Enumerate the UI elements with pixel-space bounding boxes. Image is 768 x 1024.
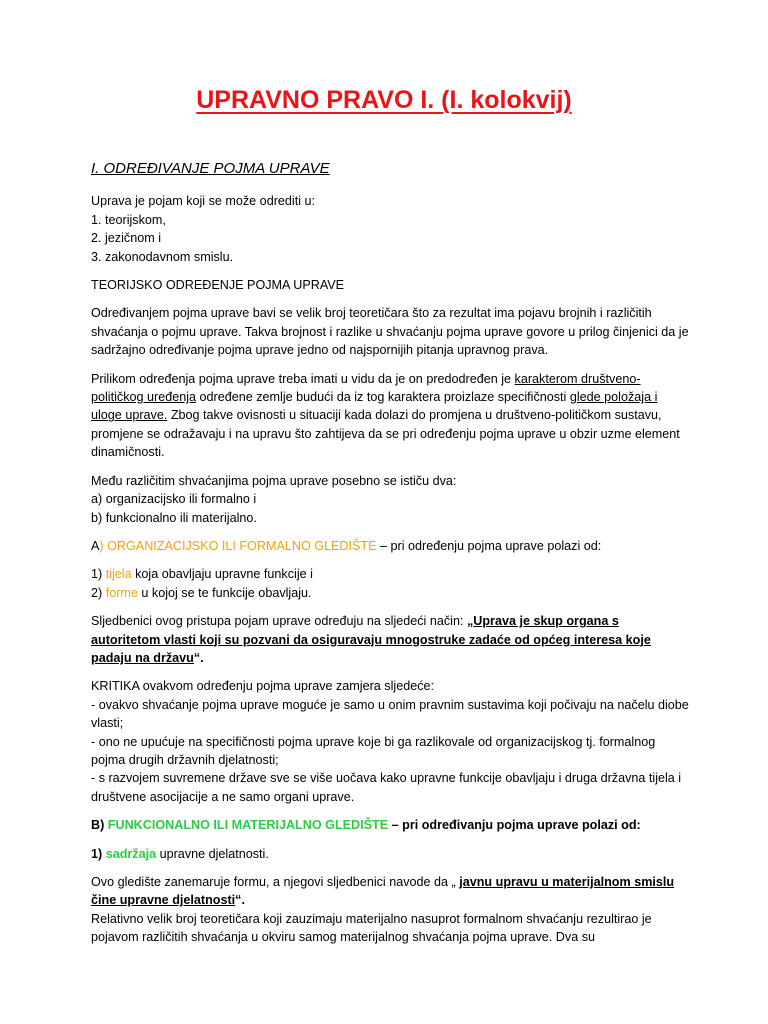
critique-item: - ono ne upućuje na specifičnosti pojma uprave koje bi ga razlikovale od organizacijskog tj. formalnog pojma drugih državnih djelatnosti; bbox=[91, 734, 656, 767]
item-num: 1) bbox=[91, 567, 103, 582]
text: Zbog takve ovisnosti u situaciji kada dolazi do promjena u društveno-političkom sustavu, promjene se odražavaju i na upravu što zahtijeva da se pri određenju pojma uprave u obzir uzme element dinamičnosti. bbox=[91, 408, 680, 460]
intro-paragraph bbox=[91, 192, 691, 266]
item-rest: koja obavljaju upravne funkcije i bbox=[131, 567, 313, 582]
open-quote: „ bbox=[466, 614, 474, 629]
item-rest: upravne djelatnosti. bbox=[156, 846, 269, 861]
subheading: TEORIJSKO ODREĐENJE POJMA UPRAVE bbox=[91, 278, 345, 293]
close-quote: “. bbox=[193, 650, 204, 665]
text: određene zemlje budući da iz tog karaktera proizlaze specifičnosti bbox=[196, 390, 570, 405]
text: Ovo gledište zanemaruje formu, a njegovi sljedbenici navode da „ bbox=[91, 875, 460, 889]
critique bbox=[91, 677, 691, 806]
keyword: sadržaja bbox=[105, 846, 157, 861]
paragraph-3 bbox=[91, 472, 691, 527]
organizational-view-heading bbox=[91, 537, 691, 555]
item-num: 1) bbox=[91, 846, 103, 861]
organizational-items bbox=[91, 565, 691, 602]
letter: B) bbox=[91, 818, 105, 833]
section-heading: I. ODREĐIVANJE POJMA UPRAVE bbox=[91, 160, 330, 177]
definition-quote: Uprava je skup organa s autoritetom vlasti koji su pozvani da osiguravaju mnogostruke zadaće od općeg interesa koje padaju na državu bbox=[91, 614, 651, 665]
item-rest: u kojoj se te funkcije obavljaju. bbox=[137, 585, 312, 600]
organizational-definition bbox=[91, 612, 691, 667]
functional-view-heading bbox=[91, 816, 691, 834]
document-body bbox=[91, 160, 691, 957]
keyword: forme bbox=[105, 585, 138, 600]
intro-item: 3. zakonodavnom smislu. bbox=[91, 249, 234, 264]
underlined-text: karakterom društveno-političkog uređenja bbox=[91, 371, 641, 405]
item-num: 2) bbox=[91, 585, 103, 600]
critique-item: - ovakvo shvaćanje pojma uprave moguće je samo u onim pravnim sustavima koji počivaju na načelu diobe vlasti; bbox=[91, 697, 689, 731]
functional-items bbox=[91, 845, 691, 863]
intro-line: Uprava je pojam koji se može odrediti u: bbox=[91, 194, 315, 209]
intro-item: 2. jezičnom i bbox=[91, 231, 161, 246]
document-title: UPRAVNO PRAVO I. (I. kolokvij) bbox=[196, 86, 572, 114]
letter: A bbox=[91, 538, 100, 553]
text: Prilikom određenja pojma uprave treba imati u vidu da je on predodređen je bbox=[91, 371, 515, 386]
view-rest: – pri određenju pojma uprave polazi od: bbox=[376, 538, 602, 553]
view-rest: – pri određivanju pojma uprave polazi od: bbox=[388, 818, 641, 833]
text: Relativno velik broj teoretičara koji zauzimaju materijalno nasuprot formalnom shvaćanju rezultirao je pojavom različitih shvaćanja u okviru samog materijalnog shvaćanja pojma uprave. Dva su bbox=[91, 911, 652, 945]
close-quote: “. bbox=[235, 893, 245, 908]
definition-quote: javnu upravu u materijalnom smislu čine upravne djelatnosti bbox=[91, 875, 675, 908]
paragraph-1: Određivanjem pojma uprave bavi se velik broj teoretičara što za rezultat ima pojavu brojnih i različitih shvaćanja o pojmu uprave. Takva brojnost i razlike u shvaćanju pojma uprave govore u prilog činjenici da je sadržajno određivanje pojma uprave jedno od najspornijih pitanja upravnog prava. bbox=[91, 306, 689, 358]
view-name: FUNKCIONALNO ILI MATERIJALNO GLEDIŠTE bbox=[104, 818, 389, 833]
paragraph-2 bbox=[91, 370, 691, 462]
critique-item: - s razvojem suvremene države sve se više uočava kako upravne funkcije obavljaju i druga državna tijela i društvene asocijacije a ne samo organi uprave. bbox=[91, 771, 682, 804]
intro-item: 1. teorijskom, bbox=[91, 212, 166, 227]
para3-line: Među različitim shvaćanjima pojma uprave posebno se ističu dva: bbox=[91, 473, 457, 488]
list-item: a) organizacijsko ili formalno i bbox=[91, 492, 257, 507]
list-item: b) funkcionalno ili materijalno. bbox=[91, 510, 257, 525]
functional-definition bbox=[91, 873, 691, 947]
view-name: ORGANIZACIJSKO ILI FORMALNO GLEDIŠTE bbox=[103, 538, 377, 553]
critique-head: KRITIKA ovakvom određenju pojma uprave zamjera sljedeće: bbox=[91, 679, 435, 694]
letter-paren: ) bbox=[99, 538, 104, 553]
text: Sljedbenici ovog pristupa pojam uprave određuju na sljedeći način: bbox=[91, 614, 467, 629]
keyword: tijela bbox=[105, 567, 132, 582]
underlined-text: glede položaja i uloge uprave. bbox=[91, 390, 658, 423]
